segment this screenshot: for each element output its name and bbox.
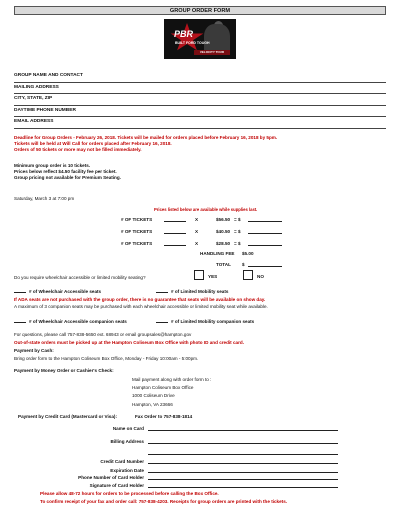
ticket-qty-line[interactable]: [164, 230, 186, 234]
questions-contact: For questions, please call 757-838-5650 ext. 68943 or email groupsales@hampton.gov: [14, 332, 192, 337]
check-title: Payment by Money Order or Cashier's Check:: [14, 368, 114, 373]
mailing-address-field[interactable]: MAILING ADDRESS: [14, 83, 386, 95]
handling-fee-value: $5.00: [242, 251, 254, 256]
wc-comp-label: # of Wheelchair Accessible companion seats: [29, 319, 127, 324]
lm-comp-line[interactable]: [156, 319, 168, 323]
phone-field[interactable]: DAYTIME PHONE NUMBER: [14, 106, 386, 118]
price-value: $56.50: [216, 217, 231, 222]
minimum-line-2: Prices below reflect $4.50 facility fee per ticket.: [14, 169, 117, 174]
minimum-line-3: Group pricing not available for Premium Seating.: [14, 175, 121, 180]
minimum-line-1: Minimum group order is 10 tickets.: [14, 163, 91, 168]
yes-label: YES: [208, 274, 218, 279]
logo-container: [14, 19, 386, 59]
lm-seats-line[interactable]: [156, 289, 168, 293]
billing-address-label: Billing Address: [110, 439, 144, 444]
name-on-card-label: Name on Card: [112, 426, 144, 431]
lm-comp-label: # of Limited Mobility companion seats: [171, 319, 255, 324]
tickets-label: # OF TICKETS: [121, 229, 153, 234]
expiration-line[interactable]: [148, 468, 338, 473]
tickets-label: # OF TICKETS: [121, 217, 153, 222]
billing-address-line-2[interactable]: [148, 450, 338, 455]
total-line[interactable]: [248, 263, 282, 267]
times-sign: X: [195, 241, 199, 246]
deadline-block: [14, 135, 386, 153]
companion-max-note: A maximum of 3 companion seats may be purchased with each wheelchair accessible or limited mobility seat while available.: [14, 304, 268, 309]
pbr-logo: [164, 19, 236, 59]
subtotal-line[interactable]: [248, 230, 282, 234]
deadline-line-2: Tickets will be held at Will Call for orders placed after February 16, 2018.: [14, 141, 172, 146]
pickup-warning: Out-of-state orders must be picked up at the Hampton Coliseum Box Office with photo ID and credit card.: [14, 340, 244, 345]
card-number-line[interactable]: [148, 459, 338, 464]
footer-line-1: Please allow 48-72 hours for orders to be processed before calling the Box Office.: [40, 491, 219, 496]
contact-section: [14, 71, 386, 129]
ticket-qty-line[interactable]: [164, 218, 186, 222]
tickets-label: # OF TICKETS: [121, 241, 153, 246]
equals-sign: = $: [234, 229, 241, 234]
billing-address-line[interactable]: [148, 439, 338, 444]
no-label: NO: [257, 274, 264, 279]
subtotal-line[interactable]: [248, 218, 282, 222]
check-line-2: Hampton Coliseum Box Office: [132, 385, 194, 390]
card-holder-phone-label: Phone Number of Card Holder: [78, 475, 144, 480]
group-order-form: [14, 6, 386, 512]
logo-band: VELOCITY TOUR: [194, 50, 230, 55]
footer-line-2: To confirm receipt of your fax and order call: 757-838-4203. Receipts for group orders are printed with the tickets.: [40, 499, 288, 504]
check-line-4: Hampton, VA 23666: [132, 402, 173, 407]
deadline-line-1: Deadline for Group Orders - February 26, 2018. Tickets will be mailed for orders placed before February 16, 2018 by 5pm.: [14, 135, 278, 140]
cash-text: Bring order form to the Hampton Coliseum Box Office, Monday - Friday 10:00am - 5:00pm.: [14, 356, 199, 361]
yes-checkbox[interactable]: [194, 270, 204, 280]
price-value: $28.50: [216, 241, 231, 246]
credit-title: Payment by Credit Card (Mastercard or Visa):: [18, 414, 117, 419]
total-prefix: $: [242, 262, 245, 267]
form-title: GROUP ORDER FORM: [14, 6, 386, 15]
expiration-label: Expiration Date: [110, 468, 144, 473]
card-holder-phone-line[interactable]: [148, 475, 338, 480]
deadline-line-3: Orders of 50 tickets or more may not be filled immediately.: [14, 147, 142, 152]
signature-line[interactable]: [148, 483, 338, 488]
check-line-3: 1000 Coliseum Drive: [132, 393, 175, 398]
equals-sign: = $: [234, 241, 241, 246]
check-line-1: Mail payment along with order form to :: [132, 377, 212, 382]
lm-seats-label: # of Limited Mobility seats: [171, 289, 229, 294]
times-sign: X: [195, 217, 199, 222]
handling-fee-label: HANDLING FEE: [200, 251, 235, 256]
cash-title: Payment by Cash:: [14, 348, 54, 353]
price-value: $40.50: [216, 229, 231, 234]
wheelchair-question: Do you require wheelchair accessible or limited mobility seating?: [14, 275, 146, 280]
times-sign: X: [195, 229, 199, 234]
email-field[interactable]: EMAIL ADDRESS: [14, 117, 386, 129]
wc-comp-line[interactable]: [14, 319, 26, 323]
minimums-block: [14, 163, 386, 181]
total-label: TOTAL: [216, 262, 231, 267]
event-date: Saturday, March 3 at 7:00 pm: [14, 196, 75, 201]
card-number-label: Credit Card Number: [100, 459, 144, 464]
wc-seats-label: # of Wheelchair Accessible seats: [29, 289, 102, 294]
city-state-zip-field[interactable]: CITY, STATE, ZIP: [14, 94, 386, 106]
ada-warning: If ADA seats are not purchased with the group order, there is no guarantee that seats will be available on show day.: [14, 297, 266, 302]
fax-number: Fax Order to 757-838-1814: [135, 414, 193, 419]
ticket-qty-line[interactable]: [164, 242, 186, 246]
equals-sign: = $: [234, 217, 241, 222]
price-note: Prices listed below are available while supplies last.: [154, 207, 258, 212]
no-checkbox[interactable]: [243, 270, 253, 280]
wc-seats-line[interactable]: [14, 289, 26, 293]
logo-subtext: BUILT FORD TOUGH: [175, 41, 210, 45]
name-on-card-line[interactable]: [148, 426, 338, 431]
logo-text: PBR: [174, 29, 194, 39]
signature-label: Signature of Card Holder: [89, 483, 144, 488]
group-name-field[interactable]: GROUP NAME AND CONTACT: [14, 71, 386, 83]
subtotal-line[interactable]: [248, 242, 282, 246]
